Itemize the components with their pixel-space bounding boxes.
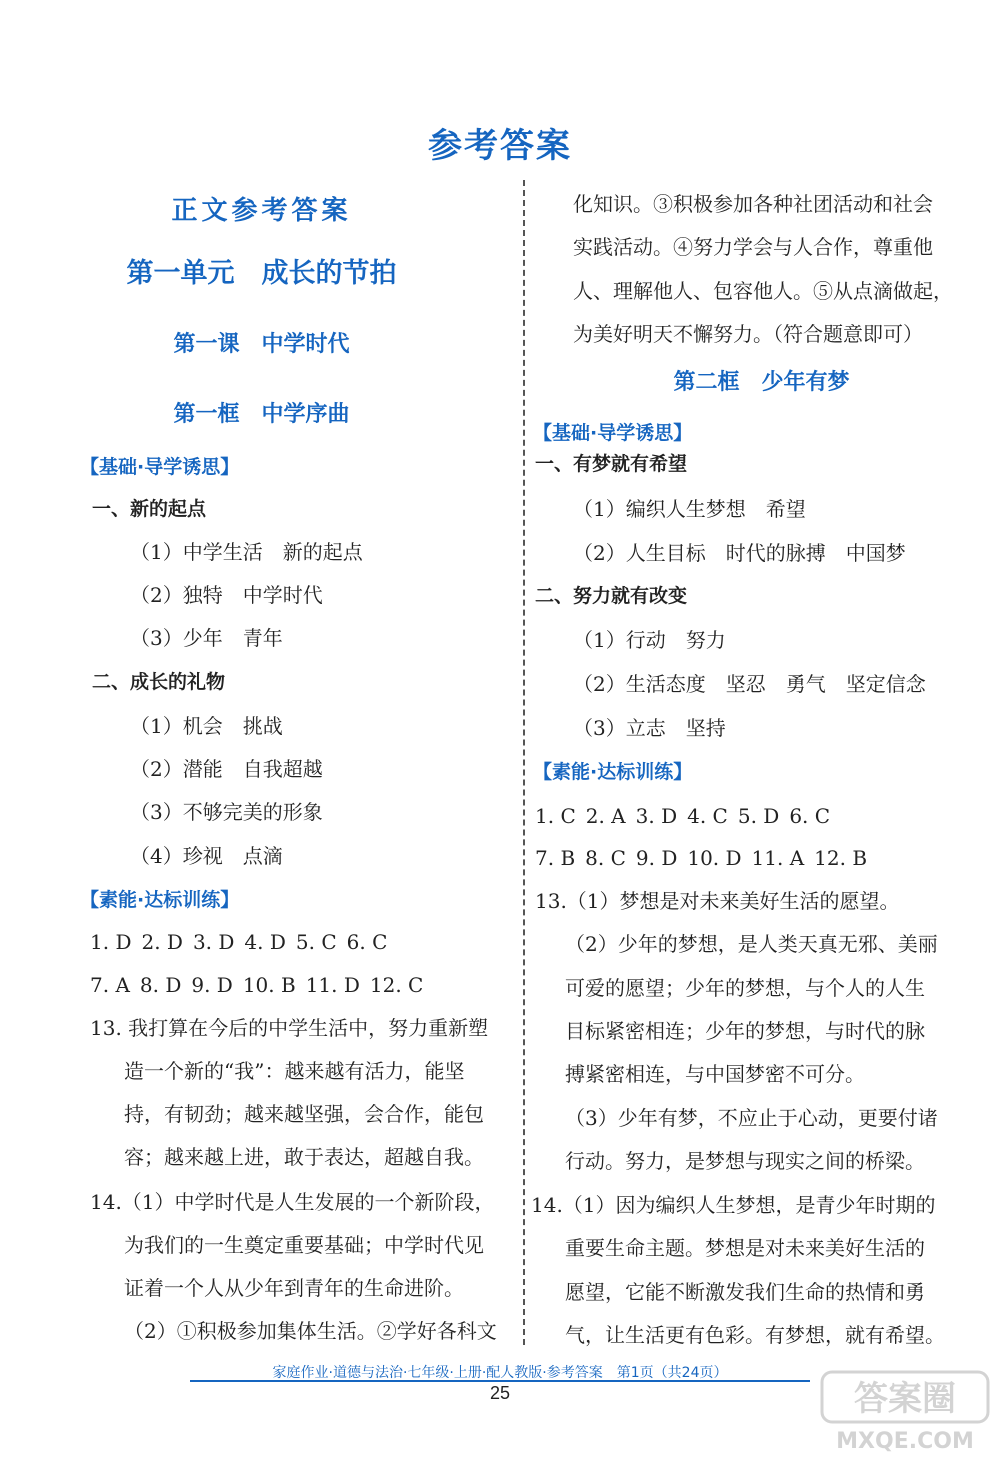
section-heading: 二、成长的礼物	[92, 671, 226, 693]
answer-line: 证着一个人从少年到青年的生命进阶。	[124, 1276, 464, 1300]
answer-line: 造一个新的“我”：越来越有活力，能坚	[124, 1059, 465, 1083]
frame-title: 第二框 少年有梦	[673, 370, 850, 395]
answer-line: （1）机会 挑战	[130, 714, 283, 738]
basics-tag: 【基础·导学诱思】	[80, 456, 240, 478]
answer-line: （3）少年 青年	[130, 626, 283, 650]
frame-title: 第一框 中学序曲	[173, 402, 350, 427]
section-heading: 二、努力就有改变	[535, 585, 688, 607]
answer-line: 容；越来越上进，敢于表达，超越自我。	[124, 1145, 484, 1169]
answer-line: 14.（1）中学时代是人生发展的一个新阶段，	[90, 1190, 495, 1214]
answer-line: 13. 我打算在今后的中学生活中，努力重新塑	[90, 1016, 489, 1040]
answer-line: （1）中学生活 新的起点	[130, 540, 363, 564]
svg-text:MXQE.COM: MXQE.COM	[836, 1429, 974, 1454]
answer-line: （2）独特 中学时代	[130, 583, 323, 607]
basics-tag: 【基础·导学诱思】	[533, 422, 693, 444]
footer-rule	[190, 1380, 810, 1382]
page-number: 25	[489, 1383, 511, 1403]
answer-line: 目标紧密相连；少年的梦想，与时代的脉	[565, 1019, 925, 1043]
answer-line: （3）少年有梦，不应止于心动，更要付诸	[565, 1106, 938, 1130]
column-divider	[523, 180, 525, 1345]
answer-line: （2）生活态度 坚忍 勇气 坚定信念	[573, 672, 926, 696]
answer-line: 可爱的愿望；少年的梦想，与个人的人生	[565, 976, 925, 1000]
answer-line: （4）珍视 点滴	[130, 844, 283, 868]
answer-line: 13.（1）梦想是对未来美好生活的愿望。	[535, 889, 900, 913]
training-tag: 【素能·达标训练】	[533, 761, 693, 783]
answer-line: （2）①积极参加集体生活。②学好各科文	[124, 1319, 497, 1343]
page-footer: 家庭作业·道德与法治·七年级·上册·配人教版·参考答案 第1页（共24页）	[272, 1365, 728, 1381]
unit-title: 第一单元 成长的节拍	[126, 258, 397, 289]
answer-line: 为美好明天不懈努力。（符合题意即可）	[573, 322, 923, 346]
section-heading: 一、有梦就有希望	[535, 453, 688, 475]
answer-line: 搏紧密相连，与中国梦密不可分。	[565, 1062, 865, 1086]
answer-line: 重要生命主题。梦想是对未来美好生活的	[565, 1236, 925, 1260]
answer-line: （1）编织人生梦想 希望	[573, 497, 806, 521]
choice-answers: 7. B 8. C 9. D 10. D 11. A 12. B	[535, 846, 868, 870]
answer-line: 14.（1）因为编织人生梦想，是青少年时期的	[531, 1193, 936, 1217]
answer-line: 为我们的一生奠定重要基础；中学时代见	[124, 1233, 484, 1257]
watermark-logo-icon	[820, 1370, 990, 1456]
section-title: 正文参考答案	[171, 196, 352, 226]
answer-line: （2）人生目标 时代的脉搏 中国梦	[573, 541, 906, 565]
lesson-title: 第一课 中学时代	[173, 332, 350, 357]
choice-answers: 1. C 2. A 3. D 4. C 5. D 6. C	[535, 804, 831, 828]
choice-answers: 7. A 8. D 9. D 10. B 11. D 12. C	[90, 973, 424, 997]
answer-line: 人、理解他人、包容他人。⑤从点滴做起，	[573, 279, 953, 303]
svg-text:答案圈: 答案圈	[854, 1379, 956, 1419]
training-tag: 【素能·达标训练】	[80, 889, 240, 911]
answer-line: 化知识。③积极参加各种社团活动和社会	[573, 192, 933, 216]
answer-line: 愿望，它能不断激发我们生命的热情和勇	[565, 1280, 925, 1304]
choice-answers: 1. D 2. D 3. D 4. D 5. C 6. C	[90, 930, 388, 954]
page-title: 参考答案	[428, 126, 572, 166]
answer-line: 气，让生活更有色彩。有梦想，就有希望。	[565, 1323, 945, 1347]
answer-line: （1）行动 努力	[573, 628, 726, 652]
answer-line: （2）少年的梦想，是人类天真无邪、美丽	[565, 932, 938, 956]
answer-line: （3）立志 坚持	[573, 716, 726, 740]
answer-line: （3）不够完美的形象	[130, 800, 323, 824]
answer-line: 实践活动。④努力学会与人合作，尊重他	[573, 235, 933, 259]
section-heading: 一、新的起点	[92, 498, 207, 520]
answer-line: 持，有韧劲；越来越坚强，会合作，能包	[124, 1102, 484, 1126]
answer-line: 行动。努力，是梦想与现实之间的桥梁。	[565, 1149, 925, 1173]
answer-line: （2）潜能 自我超越	[130, 757, 323, 781]
